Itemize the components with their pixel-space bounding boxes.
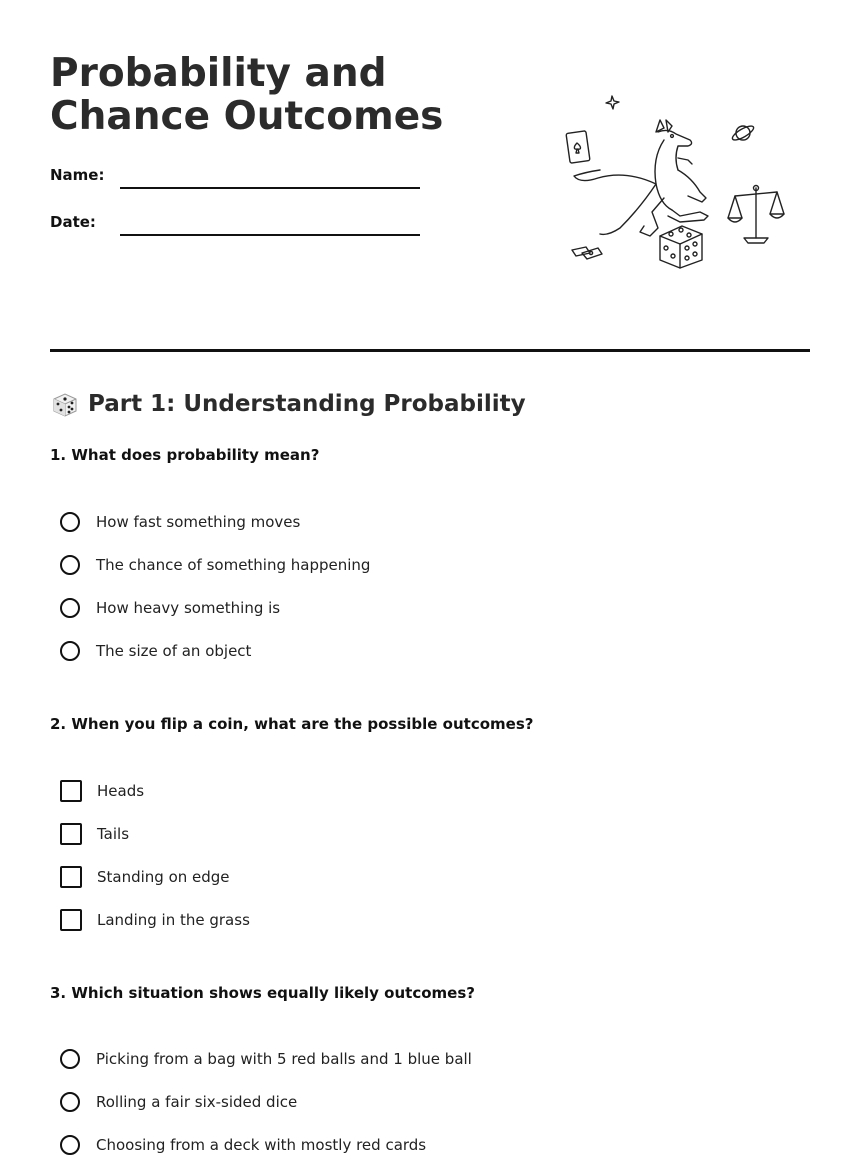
option-label: Standing on edge (97, 868, 230, 886)
question-2-option-4[interactable] (60, 908, 250, 932)
radio-button[interactable] (60, 598, 80, 618)
question-2-text: 2. When you flip a coin, what are the possible outcomes? (50, 715, 534, 733)
question-1-option-2[interactable] (60, 553, 370, 577)
option-label: Choosing from a deck with mostly red cards (96, 1136, 427, 1154)
question-1-text: 1. What does probability mean? (50, 446, 320, 464)
sparkle-icon (606, 96, 619, 109)
kangaroo-icon (574, 120, 708, 236)
worksheet-title: Probability and Chance Outcomes (50, 51, 444, 139)
dice-icon (660, 226, 702, 268)
section-divider (50, 349, 810, 352)
radio-button[interactable] (60, 1049, 80, 1069)
radio-button[interactable] (60, 555, 80, 575)
option-label: The chance of something happening (96, 556, 371, 574)
radio-button[interactable] (60, 1135, 80, 1155)
option-label: How fast something moves (96, 513, 301, 531)
option-label: The size of an object (96, 642, 252, 660)
radio-button[interactable] (60, 1092, 80, 1112)
question-2-option-2[interactable] (60, 822, 129, 846)
radio-button[interactable] (60, 512, 80, 532)
dice-icon (50, 389, 80, 419)
option-label: Landing in the grass (97, 911, 250, 929)
question-3-option-1[interactable] (60, 1047, 472, 1071)
date-field[interactable] (120, 234, 420, 236)
scattered-cards-icon (572, 247, 602, 259)
radio-button[interactable] (60, 641, 80, 661)
option-label: Tails (97, 825, 130, 843)
option-label: Heads (97, 782, 145, 800)
option-label: Rolling a fair six-sided dice (96, 1093, 298, 1111)
name-field[interactable] (120, 187, 420, 189)
name-label: Name: (50, 166, 105, 184)
section-heading-text: Part 1: Understanding Probability (88, 391, 526, 417)
question-1-option-1[interactable] (60, 510, 300, 534)
question-3-text: 3. Which situation shows equally likely outcomes? (50, 984, 475, 1002)
checkbox[interactable] (60, 780, 82, 802)
balance-scale-icon (728, 186, 784, 244)
planet-icon (731, 124, 756, 143)
playing-card-icon (566, 131, 590, 163)
question-3-option-2[interactable] (60, 1090, 297, 1114)
checkbox[interactable] (60, 823, 82, 845)
checkbox[interactable] (60, 909, 82, 931)
section-heading (50, 388, 526, 420)
question-2-option-3[interactable] (60, 865, 230, 889)
question-3-option-3[interactable] (60, 1133, 426, 1157)
question-2-option-1[interactable] (60, 779, 144, 803)
kangaroo-illustration (560, 88, 785, 273)
option-label: How heavy something is (96, 599, 281, 617)
option-label: Picking from a bag with 5 red balls and 1 blue ball (96, 1050, 472, 1068)
question-1-option-4[interactable] (60, 639, 251, 663)
question-1-option-3[interactable] (60, 596, 280, 620)
checkbox[interactable] (60, 866, 82, 888)
date-label: Date: (50, 213, 96, 231)
